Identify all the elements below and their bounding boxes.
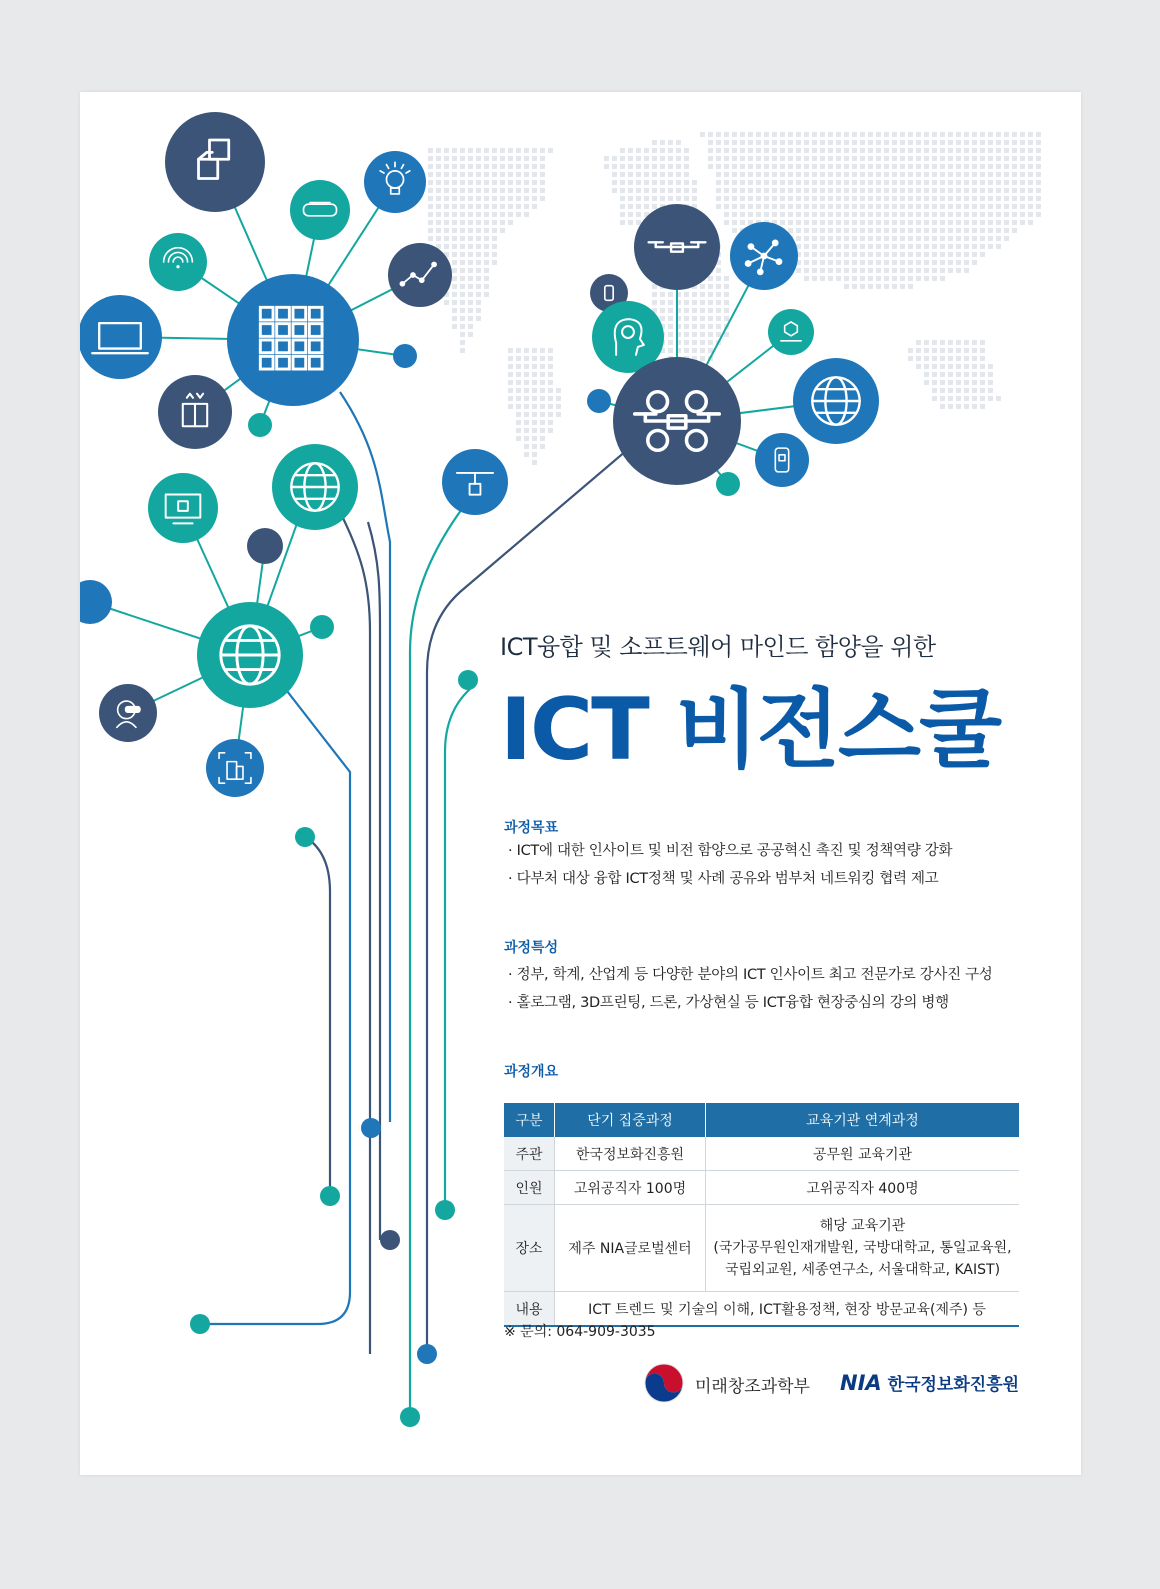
cell-short: 제주 NIA글로벌센터 [555, 1205, 706, 1292]
cell-short: 고위공직자 100명 [555, 1171, 706, 1205]
connector-line [410, 492, 475, 1417]
building-scan-icon [206, 739, 264, 797]
connector-dot [190, 1314, 210, 1334]
contact-info: ※ 문의: 064-909-3035 [504, 1324, 656, 1340]
vr-person-icon [99, 684, 157, 742]
connector-dot [417, 1344, 437, 1364]
connector-dot [320, 1186, 340, 1206]
phone-hologram-icon [755, 433, 809, 487]
connector-dot [310, 615, 334, 639]
row-label: 장소 [504, 1205, 555, 1292]
poster [80, 92, 1081, 1475]
connector-dot [458, 670, 478, 690]
drone-icon [613, 357, 741, 485]
nia-mark: NIA [840, 1371, 882, 1395]
connector-dot [716, 472, 740, 496]
feature-item: · 홀로그램, 3D프린팅, 드론, 가상현실 등 ICT융합 현장중심의 강의 병행 [508, 989, 993, 1017]
table-header: 교육기관 연계과정 [706, 1103, 1020, 1137]
elevator-icon [158, 375, 232, 449]
table-header: 구분 [504, 1103, 555, 1137]
network-icon [730, 222, 798, 290]
table-header: 단기 집중과정 [555, 1103, 706, 1137]
connector-dot [248, 413, 272, 437]
drone-icon [634, 204, 720, 290]
rubik-cube-icon [227, 274, 359, 406]
connector-dot [393, 344, 417, 368]
goal-item: · 다부처 대상 융합 ICT정책 및 사례 공유와 범부처 네트워킹 협력 제고 [508, 865, 952, 893]
global-network-icon [793, 358, 879, 444]
cell-linked [706, 1205, 1020, 1292]
goals-list [508, 837, 952, 893]
analytics-icon [388, 243, 452, 307]
connector-dot [361, 1118, 381, 1138]
section-heading-overview: 과정개요 [504, 1064, 559, 1080]
page-title: ICT 비전스쿨 [500, 680, 1001, 780]
subtitle: ICT융합 및 소프트웨어 마인드 함양을 위한 [500, 633, 936, 661]
connector-dot [380, 1230, 400, 1250]
overview-table [504, 1103, 1019, 1327]
section-heading-goals: 과정목표 [504, 820, 559, 836]
world-globe-icon [272, 444, 358, 530]
cell-line: 국립외교원, 세종연구소, 서울대학교, KAIST) [724, 1262, 1001, 1278]
row-label: 인원 [504, 1171, 555, 1205]
connector-line [305, 837, 330, 1196]
cell-line: 해당 교육기관 [819, 1218, 906, 1234]
row-label: 주관 [504, 1137, 555, 1171]
table-header-row [504, 1103, 1019, 1137]
cell-linked: 공무원 교육기관 [706, 1137, 1020, 1171]
features-list [508, 961, 993, 1017]
globe-icon [197, 602, 303, 708]
section-heading-features: 과정특성 [504, 940, 559, 956]
ministry-name: 미래창조과학부 [695, 1377, 810, 1397]
laptop-icon [80, 295, 162, 379]
connector-line [340, 512, 370, 1354]
connector-dot [587, 389, 611, 413]
monitor-3d-icon [148, 473, 218, 543]
cell-linked: 고위공직자 400명 [706, 1171, 1020, 1205]
table-row [504, 1137, 1019, 1171]
connector-dot [80, 580, 112, 624]
lightbulb-icon [364, 151, 426, 213]
cube-icon [165, 112, 265, 212]
wifi-icon [149, 233, 207, 291]
row-label: 내용 [504, 1292, 555, 1327]
connector-dot [247, 528, 283, 564]
table-row [504, 1171, 1019, 1205]
connector-dot [400, 1407, 420, 1427]
drone-package-icon [442, 449, 508, 515]
connector-dot [295, 827, 315, 847]
connector-line [445, 689, 470, 1210]
3d-print-icon [768, 309, 814, 355]
feature-item: · 정부, 학계, 산업계 등 다양한 분야의 ICT 인사이트 최고 전문가로 강사진 구성 [508, 961, 993, 989]
taegeuk-icon [643, 1362, 685, 1404]
ministry-logo [643, 1362, 810, 1408]
nia-logo [840, 1370, 1019, 1395]
goal-item: · ICT에 대한 인사이트 및 비전 함양으로 공공혁신 촉진 및 정책역량 강화 [508, 837, 952, 865]
nia-name: 한국정보화진흥원 [887, 1375, 1020, 1395]
connector-dot [435, 1200, 455, 1220]
table-row [504, 1205, 1019, 1292]
cell-merged: ICT 트렌드 및 기술의 이해, ICT활용정책, 현장 방문교육(제주) 등 [555, 1292, 1020, 1327]
vr-headset-icon [290, 180, 350, 240]
cell-short: 한국정보화진흥원 [555, 1137, 706, 1171]
cell-line: (국가공무원인재개발원, 국방대학교, 통일교육원, [713, 1240, 1012, 1256]
